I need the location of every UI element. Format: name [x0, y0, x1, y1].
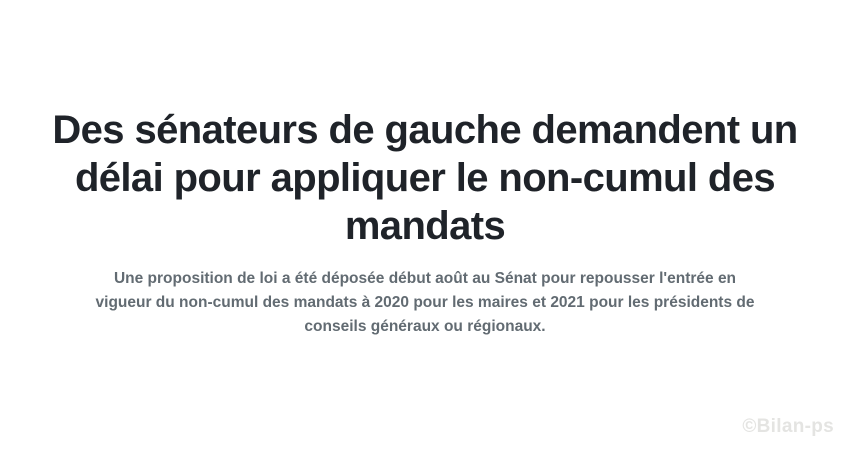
article-standfirst [0, 267, 850, 339]
article-standfirst-line-3: conseils généraux ou régionaux. [304, 318, 546, 335]
article-title [0, 106, 850, 250]
article-title-line-3: mandats [344, 204, 506, 248]
watermark: ©Bilan-ps [742, 416, 834, 437]
article-title-line-2: délai pour appliquer le non-cumul des [74, 156, 776, 200]
article-title-line-1: Des sénateurs de gauche demandent un [52, 108, 798, 152]
article-standfirst-line-1: Une proposition de loi a été déposée début août au Sénat pour repousser l'entrée en [113, 270, 737, 287]
article-standfirst-line-2: vigueur du non-cumul des mandats à 2020 pour les maires et 2021 pour les présidents de [95, 294, 755, 311]
